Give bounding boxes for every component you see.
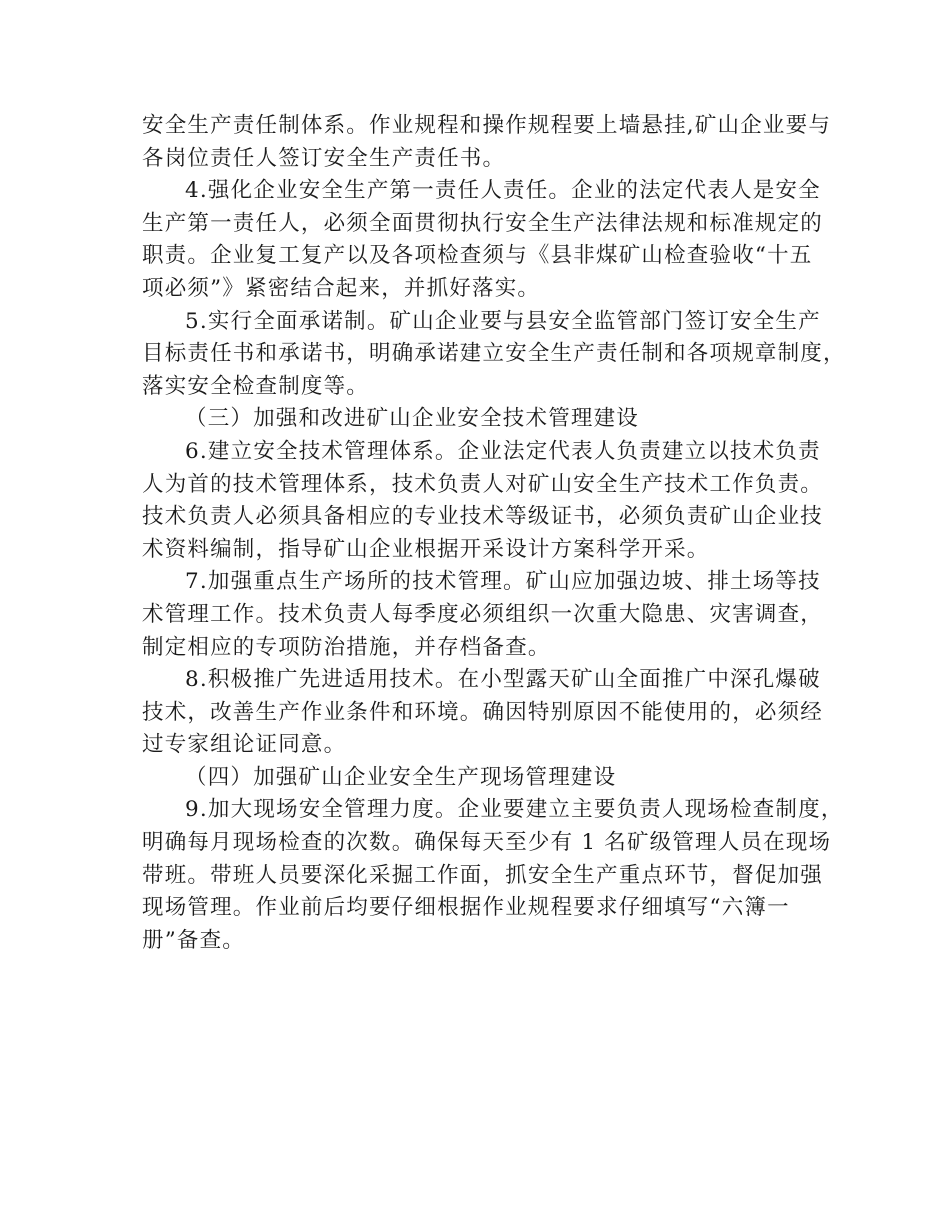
text-line: 现场管理。作业前后均要仔细根据作业规程要求仔细填写“六簿一 <box>142 895 790 921</box>
text-line: 4.强化企业安全生产第一责任人责任。企业的法定代表人是安全 <box>185 178 821 204</box>
text-line: 带班。带班人员要深化采掘工作面，抓安全生产重点环节，督促加强 <box>142 862 824 888</box>
text-line: （四）加强矿山企业安全生产现场管理建设 <box>185 764 617 790</box>
paragraph <box>142 175 824 305</box>
document-body <box>142 110 846 957</box>
text-line: 安全生产责任制体系。作业规程和操作规程要上墙悬挂,矿山企业要与 <box>142 113 832 138</box>
text-line: （三）加强和改进矿山企业安全技术管理建设 <box>185 406 640 432</box>
text-line: 技术，改善生产作业条件和环境。确因特别原因不能使用的，必须经 <box>142 699 824 725</box>
text-line: 人为首的技术管理体系，技术负责人对矿山安全生产技术工作负责。 <box>142 471 824 497</box>
text-line: 制定相应的专项防治措施，并存档备查。 <box>142 634 551 660</box>
text-line: 5.实行全面承诺制。矿山企业要与县安全监管部门签订安全生产 <box>185 308 821 334</box>
text-line: 术管理工作。技术负责人每季度必须组织一次重大隐患、灾害调查， <box>142 601 824 627</box>
paragraph <box>142 306 846 404</box>
text-line: 7.加强重点生产场所的技术管理。矿山应加强边坡、排土场等技 <box>185 569 821 595</box>
text-line: 生产第一责任人，必须全面贯彻执行安全生产法律法规和标准规定的 <box>142 210 824 236</box>
paragraph <box>142 110 832 175</box>
text-line: 8.积极推广先进适用技术。在小型露天矿山全面推广中深孔爆破 <box>185 667 821 693</box>
text-line: 6.建立安全技术管理体系。企业法定代表人负责建立以技术负责 <box>185 438 821 464</box>
paragraph <box>142 436 824 566</box>
text-line: 项必须”》紧密结合起来，并抓好落实。 <box>142 275 541 301</box>
text-line: 技术负责人必须具备相应的专业技术等级证书，必须负责矿山企业技 <box>142 504 824 530</box>
text-line: 过专家组论证同意。 <box>142 732 347 758</box>
text-line: 目标责任书和承诺书，明确承诺建立安全生产责任制和各项规章制度， <box>142 341 846 367</box>
text-line: 各岗位责任人签订安全生产责任书。 <box>142 145 506 171</box>
paragraph <box>142 566 824 664</box>
section-heading <box>142 762 812 795</box>
text-line: 落实安全检查制度等。 <box>142 373 370 399</box>
text-line: 明确每月现场检查的次数。确保每天至少有 1 名矿级管理人员在现场 <box>142 830 832 856</box>
text-line: 9.加大现场安全管理力度。企业要建立主要负责人现场检查制度， <box>185 797 844 823</box>
paragraph <box>142 664 824 762</box>
text-line: 术资料编制，指导矿山企业根据开采设计方案科学开采。 <box>142 536 710 562</box>
text-line: 册”备查。 <box>142 927 245 953</box>
paragraph <box>142 794 844 957</box>
text-line: 职责。企业复工复产以及各项检查须与《县非煤矿山检查验收“十五 <box>142 243 813 269</box>
section-heading <box>142 403 812 436</box>
